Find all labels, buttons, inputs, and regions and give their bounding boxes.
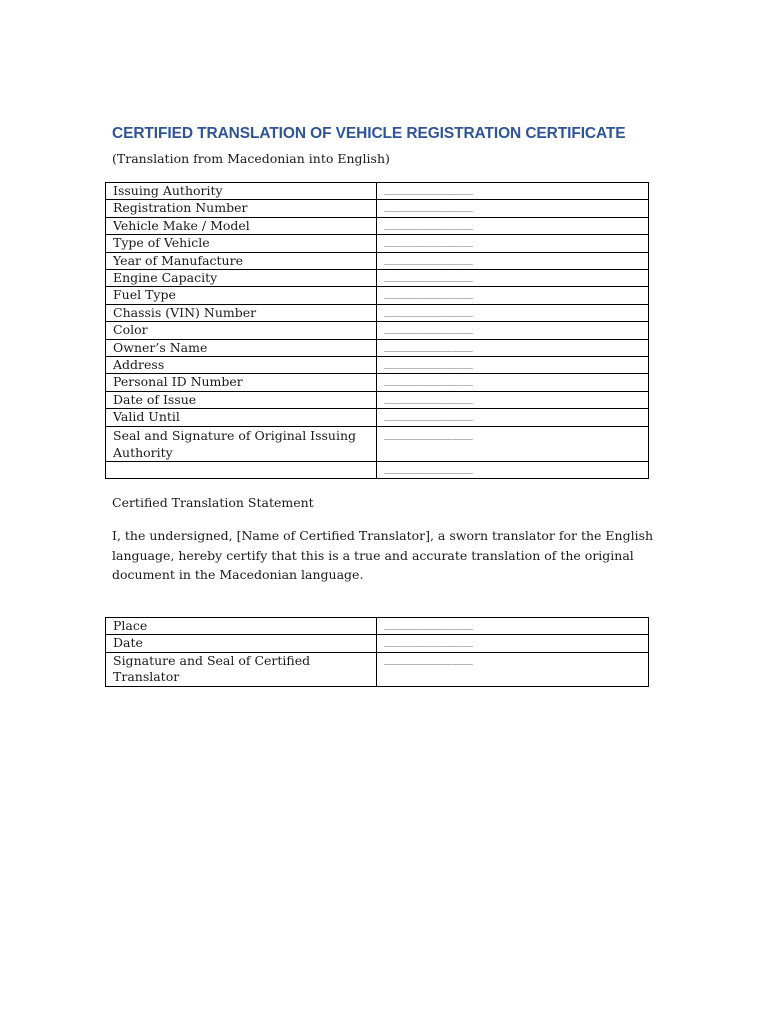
row-value-blank[interactable]: __________________________ — [377, 304, 649, 321]
table-row — [106, 304, 649, 321]
row-value-blank[interactable]: __________________________ — [377, 461, 649, 478]
row-value-blank[interactable]: __________________________ — [377, 635, 649, 652]
table-row — [106, 217, 649, 234]
row-value-blank[interactable]: __________________________ — [377, 322, 649, 339]
row-value-blank[interactable]: __________________________ — [377, 426, 649, 461]
row-label-chassis-vin-number: Chassis (VIN) Number — [106, 304, 377, 321]
table-row — [106, 391, 649, 408]
row-label-fuel-type: Fuel Type — [106, 287, 377, 304]
row-value-blank[interactable]: __________________________ — [377, 618, 649, 635]
row-value-blank[interactable]: __________________________ — [377, 374, 649, 391]
row-label-color: Color — [106, 322, 377, 339]
row-value-blank[interactable]: __________________________ — [377, 200, 649, 217]
table-row — [106, 426, 649, 461]
table-row — [106, 374, 649, 391]
statement-body: I, the undersigned, [Name of Certified Translator], a sworn translator for the English language, hereby certify that this is a true and accurate translation of the original document in the Macedonian language. — [112, 528, 654, 582]
table-row — [106, 461, 649, 478]
row-label-vehicle-make-model: Vehicle Make / Model — [106, 217, 377, 234]
row-value-blank[interactable]: __________________________ — [377, 235, 649, 252]
table-row — [106, 339, 649, 356]
table-row — [106, 200, 649, 217]
row-label-type-of-vehicle: Type of Vehicle — [106, 235, 377, 252]
row-value-blank[interactable]: __________________________ — [377, 391, 649, 408]
row-label-date: Date — [106, 635, 377, 652]
row-label-place: Place — [106, 618, 377, 635]
row-value-blank[interactable]: __________________________ — [377, 287, 649, 304]
row-value-blank[interactable]: __________________________ — [377, 652, 649, 686]
row-value-blank[interactable]: __________________________ — [377, 217, 649, 234]
row-label-seal-and-signature: Seal and Signature of Original Issuing Authority — [106, 426, 377, 461]
table-row — [106, 357, 649, 374]
row-label-issuing-authority: Issuing Authority — [106, 183, 377, 200]
table-row — [106, 252, 649, 269]
vehicle-details-table — [105, 182, 649, 479]
row-label-registration-number: Registration Number — [106, 200, 377, 217]
table-row — [106, 618, 649, 635]
row-label-engine-capacity: Engine Capacity — [106, 270, 377, 287]
table-row — [106, 322, 649, 339]
translator-signature-table — [105, 617, 649, 687]
row-label-valid-until: Valid Until — [106, 409, 377, 426]
table-row — [106, 409, 649, 426]
row-label-empty — [106, 461, 377, 478]
row-label-signature-and-seal: Signature and Seal of Certified Translator — [106, 652, 377, 686]
row-value-blank[interactable]: __________________________ — [377, 252, 649, 269]
table-row — [106, 183, 649, 200]
row-label-year-of-manufacture: Year of Manufacture — [106, 252, 377, 269]
table-row — [106, 235, 649, 252]
table-row — [106, 652, 649, 686]
row-label-address: Address — [106, 357, 377, 374]
table-row — [106, 270, 649, 287]
row-label-date-of-issue: Date of Issue — [106, 391, 377, 408]
row-label-owners-name: Owner’s Name — [106, 339, 377, 356]
table-row — [106, 287, 649, 304]
row-label-personal-id-number: Personal ID Number — [106, 374, 377, 391]
row-value-blank[interactable]: __________________________ — [377, 357, 649, 374]
row-value-blank[interactable]: __________________________ — [377, 183, 649, 200]
row-value-blank[interactable]: __________________________ — [377, 270, 649, 287]
row-value-blank[interactable]: __________________________ — [377, 339, 649, 356]
row-value-blank[interactable]: __________________________ — [377, 409, 649, 426]
document-subtitle: (Translation from Macedonian into English) — [112, 151, 390, 166]
statement-heading: Certified Translation Statement — [112, 495, 314, 510]
table-row — [106, 635, 649, 652]
document-title: CERTIFIED TRANSLATION OF VEHICLE REGISTRATION CERTIFICATE — [112, 125, 626, 142]
